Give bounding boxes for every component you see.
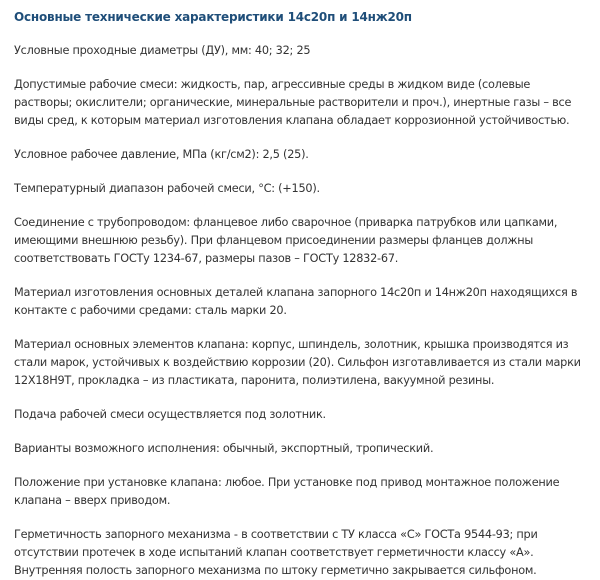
section-title: Основные технические характеристики 14с20п и 14нж20п — [14, 10, 412, 24]
spec-pipeline-connection: Соединение с трубопроводом: фланцевое либо сварочное (приварка патрубков или цапками, имеющими внешнюю резьбу). При фланцевом присоединении размеры фланцев должны соответствовать ГОСТу 1234-67, размеры пазов – ГОСТу 12832-67. — [14, 216, 558, 265]
spec-tightness: Герметичность запорного механизма - в соответствии с ТУ класса «С» ГОСТа 9544-93; при отсутствии протечек в ходе испытаний клапан соответствует герметичности классу «А». Внутренняя полость запорного механизма по штоку герметично закрывается сильфоном. — [14, 528, 538, 577]
spec-elements-material: Материал основных элементов клапана: корпус, шпиндель, золотник, крышка производятся из стали марок, устойчивых к воздействию коррозии (20). Сильфон изготавливается из стали марки 12Х18Н9Т, прокладка – из пластиката, паронита, полиэтилена, вакуумной резины. — [14, 338, 581, 387]
spec-installation-position: Положение при установке клапана: любое. При установке под привод монтажное положение клапана – вверх приводом. — [14, 476, 560, 507]
spec-media-supply: Подача рабочей смеси осуществляется под золотник. — [14, 408, 326, 421]
spec-temperature-range: Температурный диапазон рабочей смеси, °С: (+150). — [14, 182, 320, 195]
spec-working-media: Допустимые рабочие смеси: жидкость, пар, агрессивные среды в жидком виде (солевые растворы; окислители; органические, минеральные растворители и проч.), инертные газы – все виды сред, к которым материал изготовления клапана обладает коррозионной устойчивостью. — [14, 78, 572, 127]
spec-main-parts-material: Материал изготовления основных деталей клапана запорного 14с20п и 14нж20п находящихся в контакте с рабочими средами: сталь марки 20. — [14, 286, 578, 317]
spec-working-pressure: Условное рабочее давление, МПа (кг/см2): 2,5 (25). — [14, 148, 309, 161]
spec-design-variants: Варианты возможного исполнения: обычный, экспортный, тропический. — [14, 442, 434, 455]
spec-nominal-diameters: Условные проходные диаметры (ДУ), мм: 40; 32; 25 — [14, 44, 311, 57]
